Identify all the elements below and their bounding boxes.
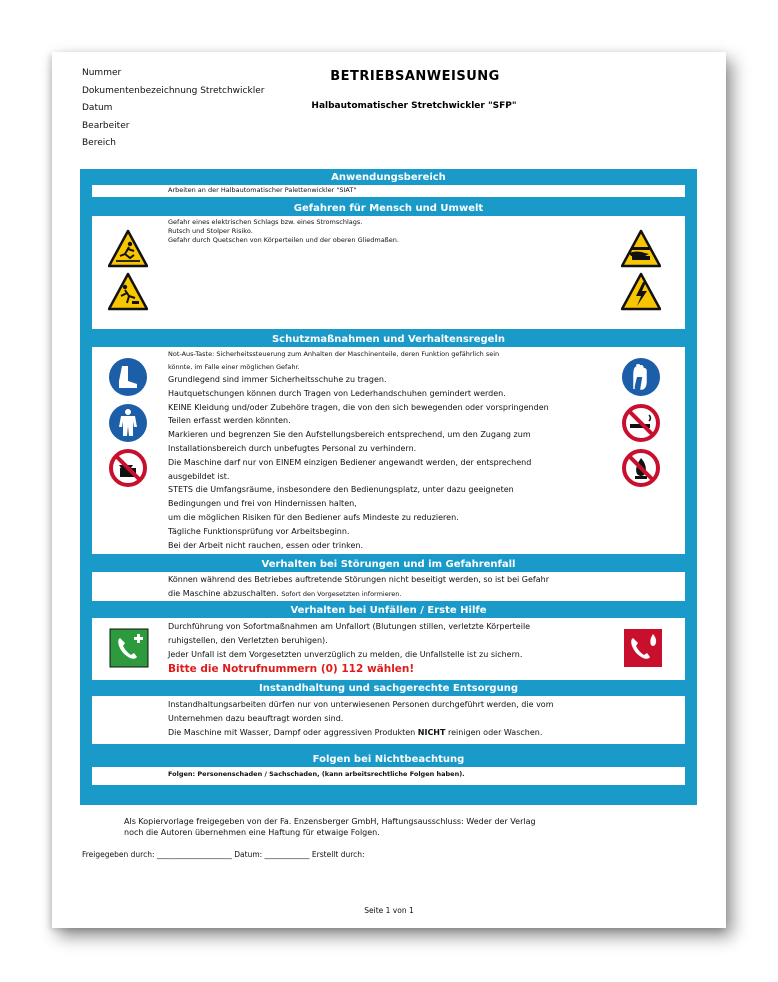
release-line: noch die Autoren übernehmen eine Haftung für etwaige Folgen. — [124, 828, 380, 837]
heading-consequences: Folgen bei Nichtbeachtung — [312, 754, 465, 765]
field-number: Nummer — [82, 68, 122, 78]
trip-hazard-warning-icon — [108, 272, 148, 312]
emergency-number: Bitte die Notrufnummern (0) 112 wählen! — [168, 663, 415, 676]
instruction-frame — [80, 169, 697, 805]
application-scope-box — [92, 185, 685, 197]
field-date: Datum — [82, 103, 113, 113]
heading-protective-measures: Schutzmaßnahmen und Verhaltensregeln — [271, 334, 506, 345]
protective-line: KEINE Kleidung und/oder Zubehöre tragen, die von den sich bewegenden oder vorspringenden — [168, 402, 549, 412]
protective-line: STETS die Umfangsräume, insbesondere den Bedienungsplatz, unter dazu geeigneten — [168, 485, 514, 495]
release-note — [124, 816, 604, 838]
malfunction-line-note: Sofort den Vorgesetzten informieren. — [281, 589, 402, 598]
protective-line: Tägliche Funktionsprüfung vor Arbeitsbeginn. — [168, 526, 350, 536]
maintenance-line-part: reinigen oder Waschen. — [445, 727, 543, 737]
protective-line: Installationsbereich durch unbefugtes Personal zu verhindern. — [168, 443, 417, 453]
protective-line: Bei der Arbeit nicht rauchen, essen oder trinken. — [168, 540, 364, 550]
document-page — [52, 52, 726, 928]
malfunction-line — [168, 587, 608, 601]
consequences-box — [92, 767, 685, 785]
hazard-line: Rutsch und Stolper Risiko. — [168, 227, 253, 235]
heading-maintenance: Instandhaltung und sachgerechte Entsorgung — [259, 683, 518, 694]
no-open-flame-icon — [621, 448, 661, 488]
protective-line: Hautquetschungen können durch Tragen von Lederhandschuhen gemindert werden. — [168, 388, 506, 398]
safety-boots-mandatory-icon — [108, 357, 148, 397]
slippery-surface-warning-icon — [108, 229, 148, 269]
accident-line: ruhigstellen, den Verletzten beruhigen). — [168, 635, 328, 645]
malfunction-line-main: die Maschine abzuschalten. — [168, 588, 279, 598]
malfunction-line: Können während des Betriebes auftretende Störungen nicht beseitigt werden, so ist bei Gefahr — [168, 575, 549, 584]
protective-line: könnte, im Falle einer möglichen Gefahr. — [168, 362, 300, 371]
protective-line: Grundlegend sind immer Sicherheitsschuhe zu tragen. — [168, 375, 387, 384]
protective-line: Bedingungen und frei von Hindernissen halten, — [168, 499, 357, 509]
protective-measures-box — [92, 347, 685, 554]
accident-line: Jeder Unfall ist dem Vorgesetzten unverzüglich zu melden, die Unfallstelle ist zu sichern. — [168, 649, 523, 659]
first-aid-phone-icon — [109, 628, 149, 668]
heading-accidents-first-aid: Verhalten bei Unfällen / Erste Hilfe — [290, 605, 487, 616]
heading-malfunctions: Verhalten bei Störungen und im Gefahrenfall — [261, 559, 516, 570]
protective-line: Not-Aus-Taste: Sicherheitssteuerung zum Anhalten der Maschinenteile, deren Funktion gefährlich sein — [168, 350, 500, 358]
malfunctions-box — [92, 572, 685, 601]
document-subtitle: Halbautomatischer Stretchwickler "SFP" — [311, 101, 517, 111]
maintenance-line-part: Die Maschine mit Wasser, Dampf oder aggressiven Produkten — [168, 727, 418, 737]
maintenance-line — [168, 726, 608, 740]
electric-voltage-warning-icon — [621, 272, 661, 312]
protective-line: Die Maschine darf nur von EINEM einzigen Bediener angewandt werden, der entsprechend — [168, 457, 532, 467]
heading-hazards: Gefahren für Mensch und Umwelt — [293, 203, 484, 214]
maintenance-line: Unternehmen dazu beauftragt worden sind. — [168, 713, 344, 723]
document-title: BETRIEBSANWEISUNG — [330, 69, 500, 84]
maintenance-emphasis: NICHT — [417, 727, 446, 737]
page-number: Seite 1 von 1 — [364, 906, 414, 915]
hand-crush-warning-icon — [621, 229, 661, 269]
protective-measures-text — [168, 348, 608, 552]
protective-line: um die möglichen Risiken für den Bediener aufs Mindeste zu reduzieren. — [168, 512, 459, 522]
hazard-line: Gefahr eines elektrischen Schlags bzw. eines Stromschlags. — [168, 218, 363, 226]
no-smoking-icon — [621, 403, 661, 443]
protective-line: Teilen erfasst werden könnten. — [168, 416, 291, 426]
maintenance-box — [92, 696, 685, 744]
protective-clothing-mandatory-icon — [108, 403, 148, 443]
maintenance-text — [168, 698, 608, 739]
protective-line: ausgebildet ist. — [168, 471, 230, 481]
field-document-name: Dokumentenbezeichnung Stretchwickler — [82, 85, 265, 96]
maintenance-line: Instandhaltungsarbeiten dürfen nur von unterwiesenen Personen durchgeführt werden, die vom — [168, 700, 554, 709]
hazard-line: Gefahr durch Quetschen von Körperteilen und der oberen Gliedmaßen. — [168, 236, 399, 244]
application-scope-text: Arbeiten an der Halbautomatischer Palettenwickler "SIAT" — [168, 186, 357, 194]
gloves-mandatory-icon — [621, 357, 661, 397]
accident-line: Durchführung von Sofortmaßnahmen am Unfallort (Blutungen stillen, verletzte Körperteile — [168, 622, 531, 631]
signature-line: Freigegeben durch: ____________________ Datum: ____________ Erstellt durch: — [82, 850, 365, 859]
accidents-box — [92, 618, 685, 680]
field-area: Bereich — [82, 138, 116, 148]
hazards-text — [168, 218, 608, 245]
heading-application-scope: Anwendungsbereich — [331, 172, 446, 183]
hazards-box — [92, 216, 685, 329]
metadata-fields — [82, 65, 264, 153]
malfunctions-text — [168, 573, 608, 601]
consequences-text: Folgen: Personenschaden / Sachschaden, (kann arbeitsrechtliche Folgen haben). — [168, 770, 465, 778]
no-access-for-unauthorized-icon — [108, 448, 148, 488]
field-editor: Bearbeiter — [82, 120, 130, 131]
accidents-text — [168, 620, 608, 677]
fire-alarm-phone-icon — [623, 628, 663, 668]
release-line: Als Kopiervorlage freigegeben von der Fa. Enzensberger GmbH, Haftungsausschluss: Weder der Verlag — [124, 817, 536, 826]
protective-line: Markieren und begrenzen Sie den Aufstellungsbereich entsprechend, um den Zugang zum — [168, 430, 531, 440]
